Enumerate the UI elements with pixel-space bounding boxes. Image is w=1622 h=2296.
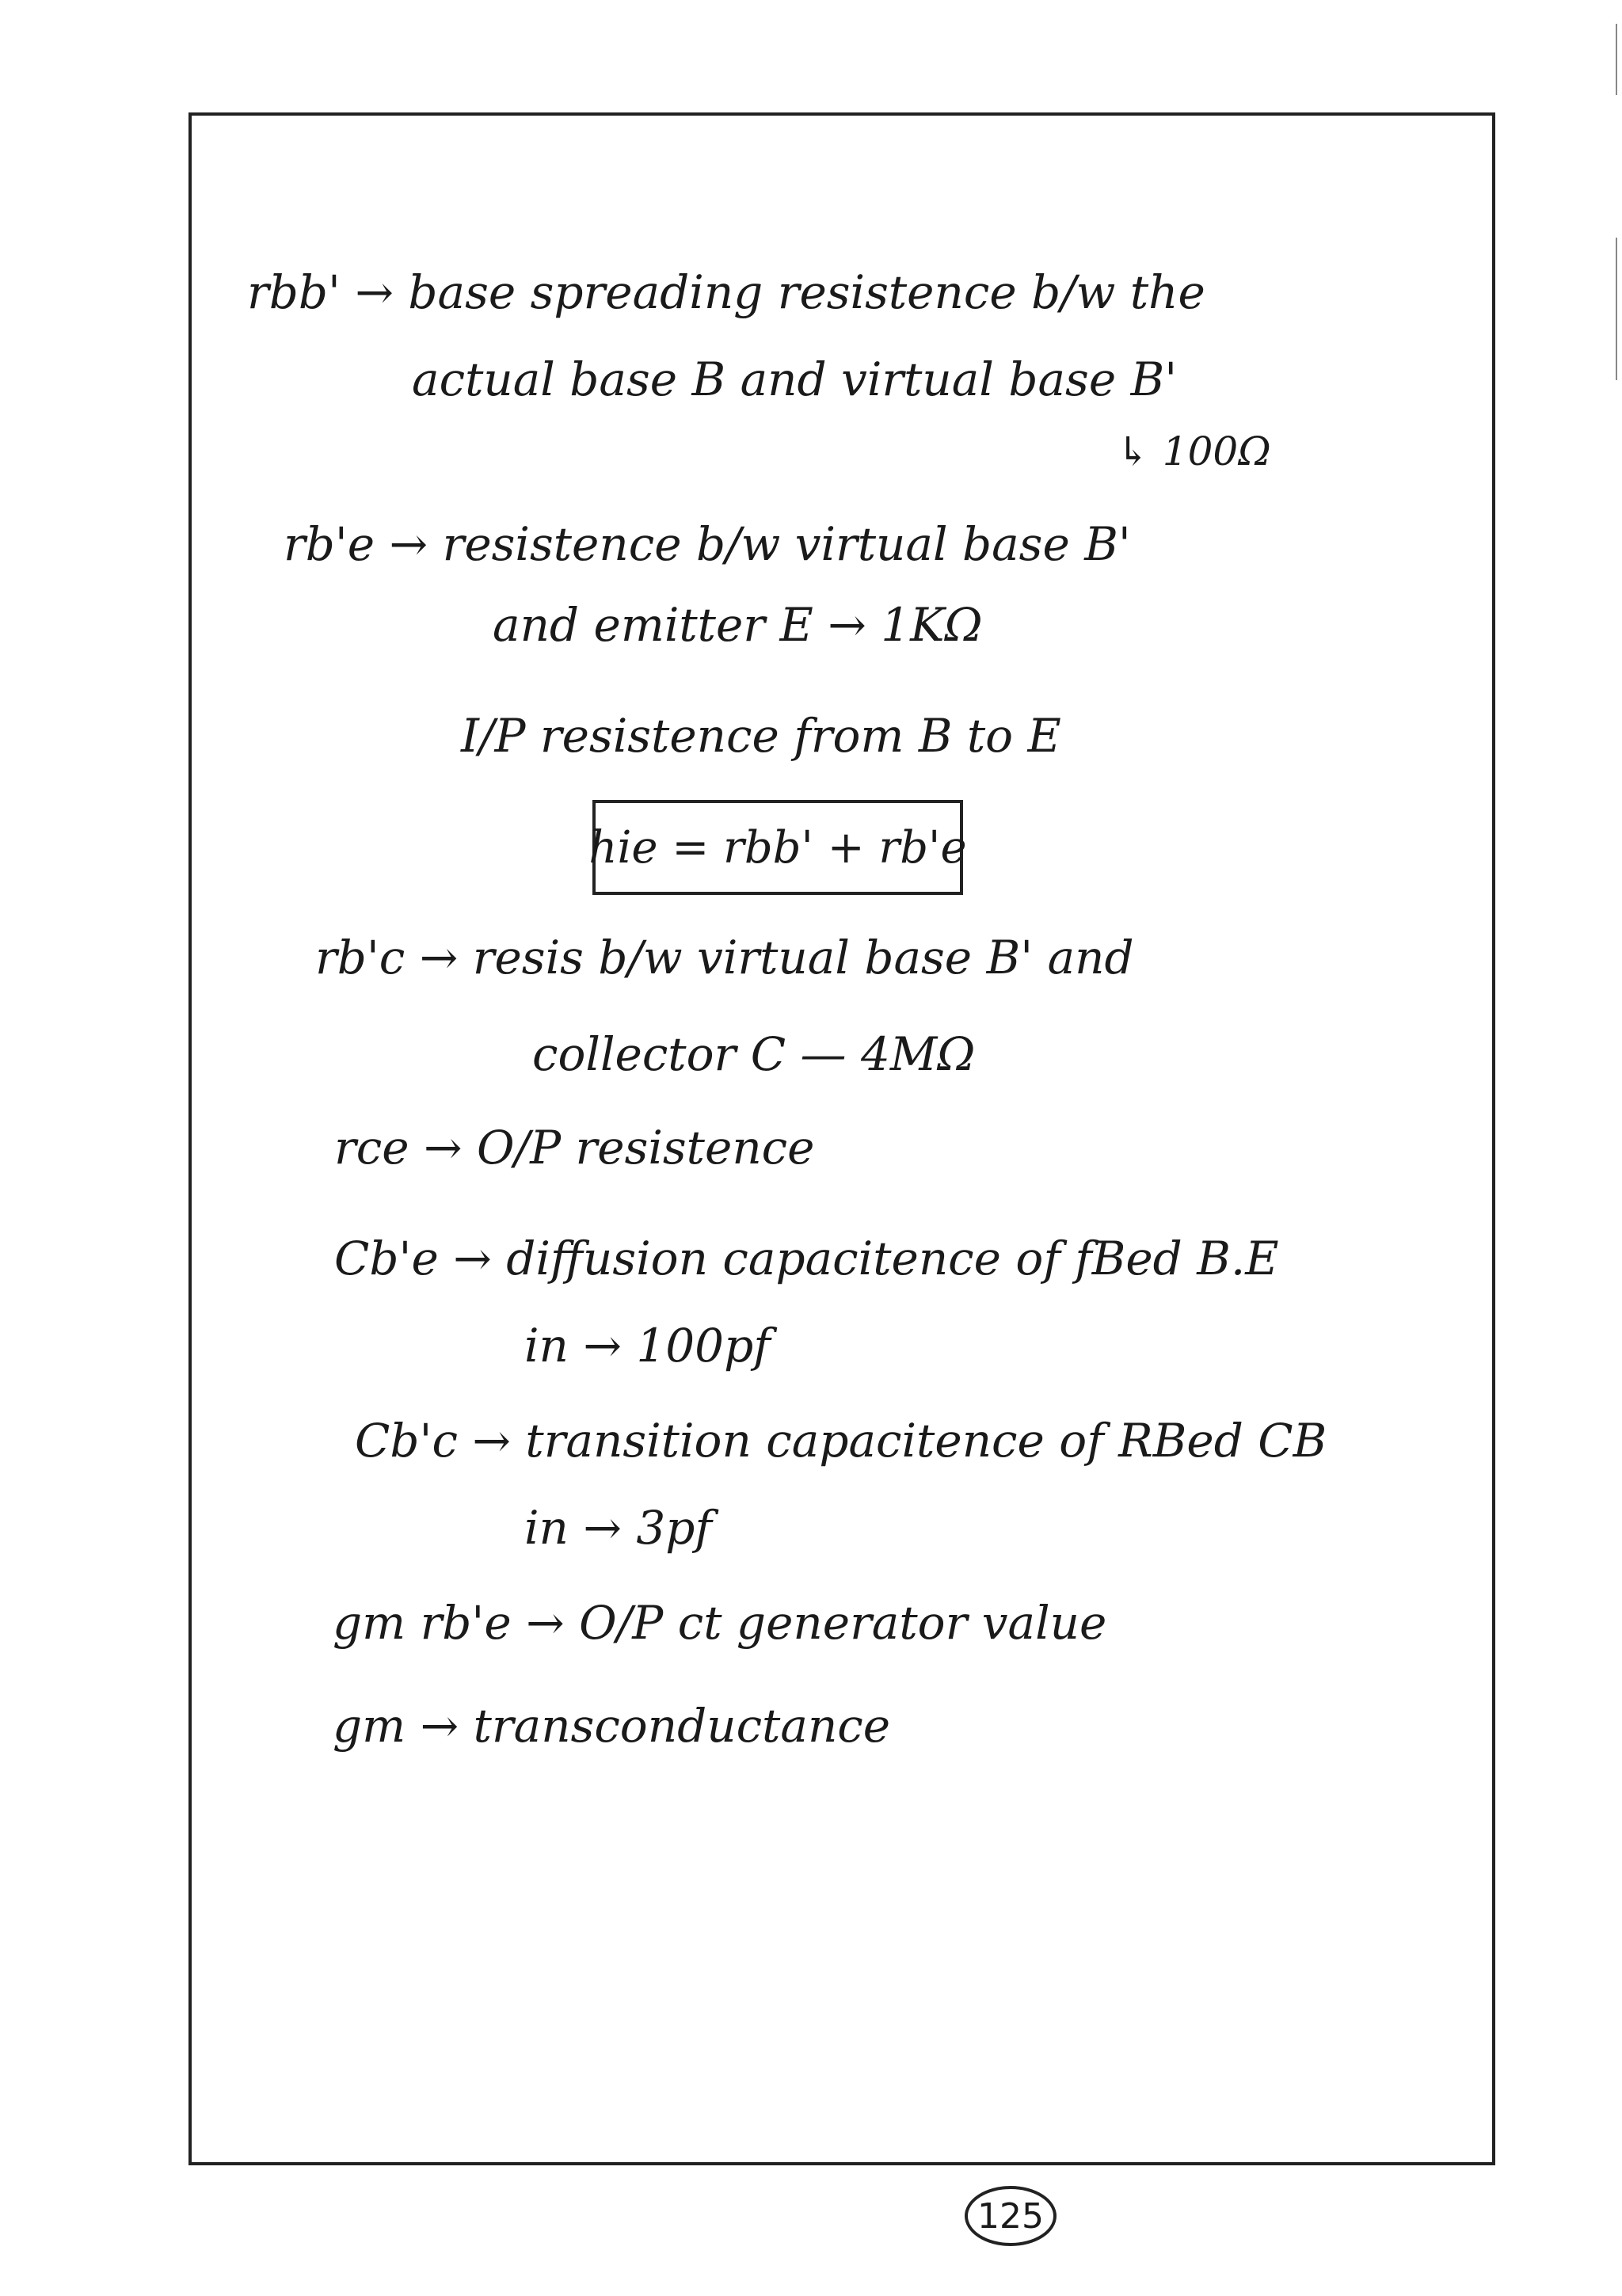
note-line: in → 100pf (524, 1319, 771, 1373)
note-line: collector C — 4MΩ (532, 1027, 976, 1081)
page-number: 125 (965, 2186, 1057, 2246)
margin-mark (1616, 24, 1617, 95)
note-line: I/P resistence from B to E (461, 709, 1061, 763)
margin-mark (1616, 238, 1617, 380)
note-line: rbb' → base spreading resistence b/w the (247, 265, 1205, 319)
formula-box: hie = rbb' + rb'e (592, 800, 963, 895)
note-line: Cb'e → diffusion capacitence of fBed B.E (334, 1232, 1279, 1285)
note-line: rb'c → resis b/w virtual base B' and (315, 931, 1134, 984)
note-line: rce → O/P resistence (334, 1121, 815, 1175)
note-line: Cb'c → transition capacitence of RBed CB (355, 1414, 1327, 1468)
note-line: actual base B and virtual base B' (412, 352, 1178, 406)
note-line: gm rb'e → O/P ct generator value (333, 1596, 1107, 1650)
note-line: and emitter E → 1KΩ (493, 598, 983, 652)
note-line: ↳ 100Ω (1117, 428, 1271, 474)
note-line: rb'e → resistence b/w virtual base B' (284, 517, 1131, 571)
note-line: gm → transconductance (333, 1699, 891, 1753)
note-line: in → 3pf (524, 1501, 712, 1555)
